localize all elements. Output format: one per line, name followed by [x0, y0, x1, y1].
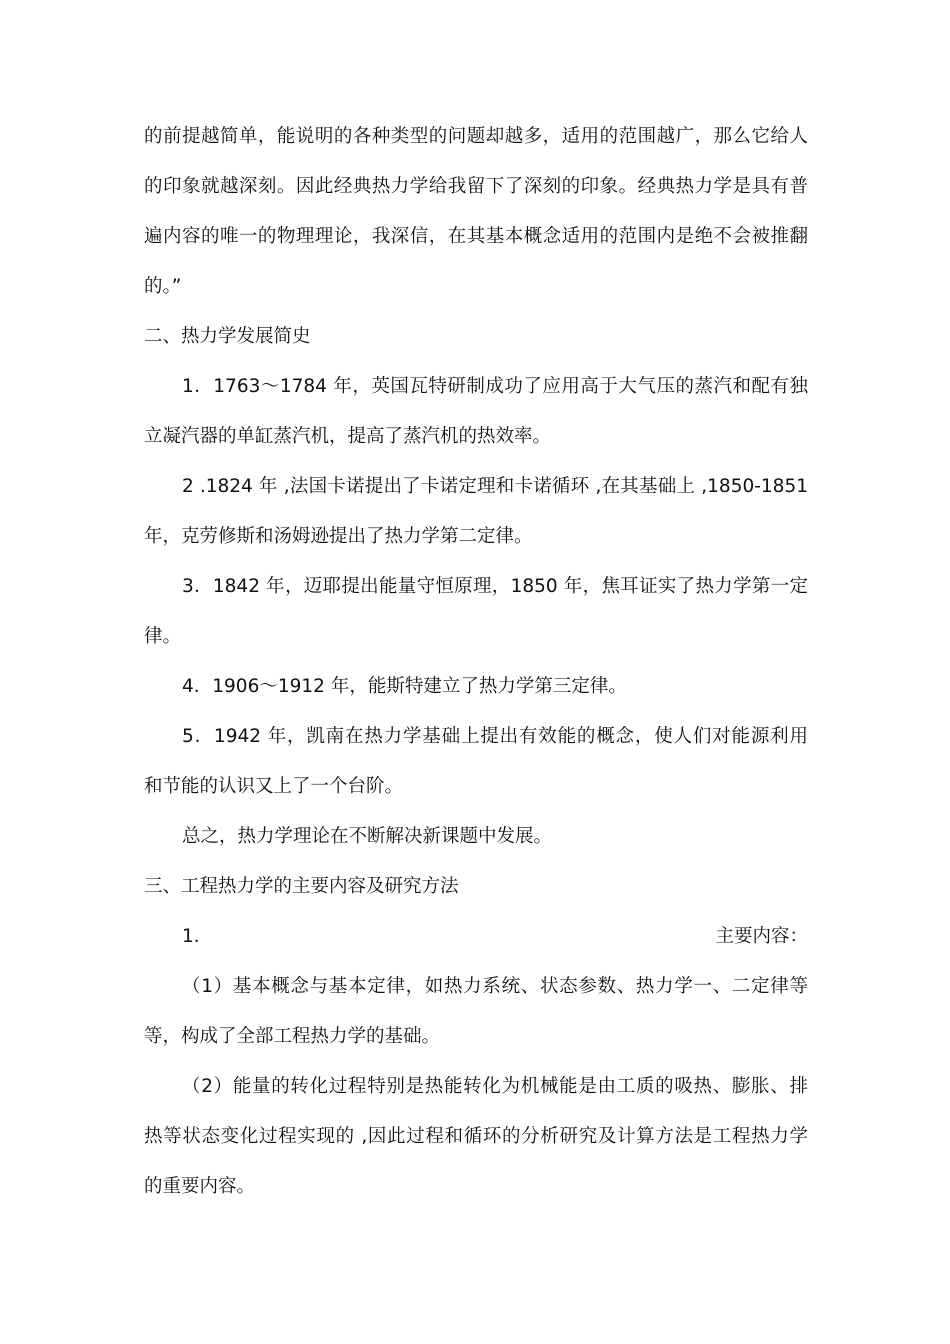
history-item-1-cont: 立凝汽器的单缸蒸汽机，提高了蒸汽机的热效率。 [144, 426, 552, 447]
history-item-1: 1．1763～1784 年，英国瓦特研制成功了应用高于大气压的蒸汽和配有独 [182, 376, 808, 397]
content-item-number: 1． [182, 926, 213, 947]
history-item-3: 3．1842 年，迈耶提出能量守恒原理，1850 年，焦耳证实了热力学第一定 [182, 576, 808, 597]
content-sub-1: （1）基本概念与基本定律，如热力系统、状态参数、热力学一、二定律等 [182, 976, 808, 997]
history-summary: 总之，热力学理论在不断解决新课题中发展。 [182, 826, 553, 847]
quote-line: 遍内容的唯一的物理理论，我深信，在其基本概念适用的范围内是绝不会被推翻 [144, 226, 808, 247]
content-item-1 [144, 912, 808, 962]
history-item-5: 5．1942 年，凯南在热力学基础上提出有效能的概念，使人们对能源利用 [182, 726, 808, 747]
section-heading: 二、热力学发展简史 [144, 326, 311, 347]
section-heading: 三、工程热力学的主要内容及研究方法 [144, 876, 459, 897]
history-item-4: 4．1906～1912 年，能斯特建立了热力学第三定律。 [182, 676, 627, 697]
content-sub-2-cont: 热等状态变化过程实现的 ,因此过程和循环的分析研究及计算方法是工程热力学 [144, 1126, 808, 1147]
content-sub-1-cont: 等，构成了全部工程热力学的基础。 [144, 1026, 441, 1047]
quote-line: 的印象就越深刻。因此经典热力学给我留下了深刻的印象。经典热力学是具有普 [144, 176, 808, 197]
quote-line: 的前提越简单，能说明的各种类型的问题却越多，适用的范围越广，那么它给人 [144, 126, 808, 147]
content-sub-2: （2）能量的转化过程特别是热能转化为机械能是由工质的吸热、膨胀、排 [182, 1076, 808, 1097]
content-sub-2-end: 的重要内容。 [144, 1176, 256, 1197]
document-body [144, 112, 808, 1212]
content-item-title: 主要内容： [715, 926, 808, 947]
history-item-3-cont: 律。 [144, 626, 182, 647]
history-item-2-cont: 年，克劳修斯和汤姆逊提出了热力学第二定律。 [144, 526, 533, 547]
quote-line: 的。” [144, 276, 182, 297]
history-item-2: 2 .1824 年 ,法国卡诺提出了卡诺定理和卡诺循环 ,在其基础上 ,1850-1851 [182, 476, 808, 497]
history-item-5-cont: 和节能的认识又上了一个台阶。 [144, 776, 404, 797]
